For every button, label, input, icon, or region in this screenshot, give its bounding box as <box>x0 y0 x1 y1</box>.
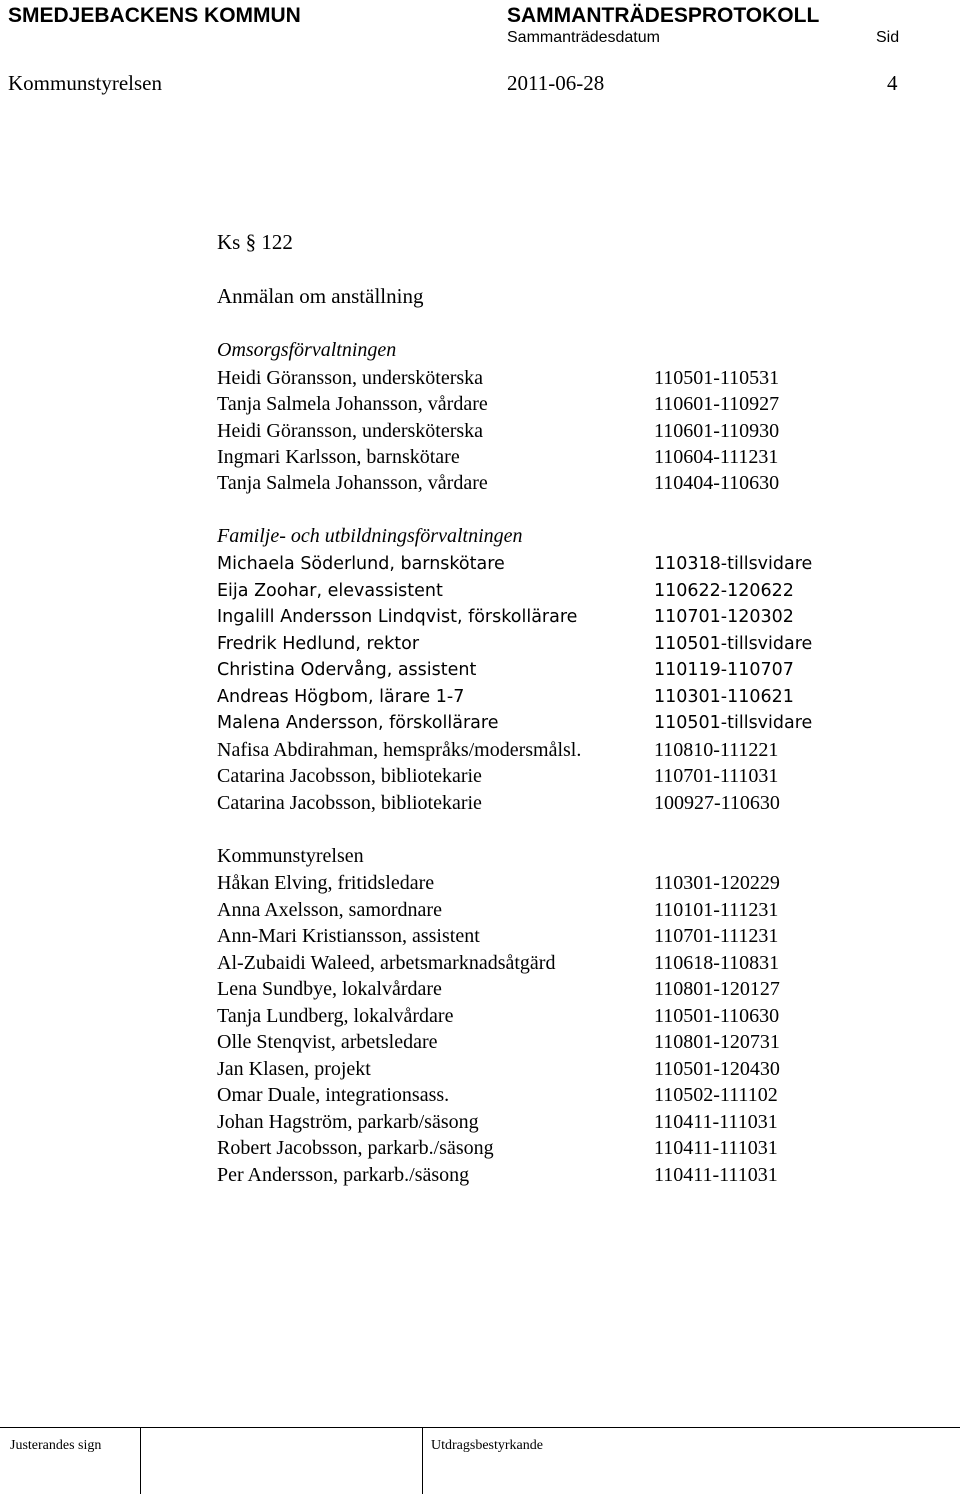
employee-name: Johan Hagström, parkarb/säsong <box>217 1111 479 1133</box>
list-item <box>217 1109 917 1135</box>
employment-period: 110318-tillsvidare <box>654 554 813 574</box>
employment-period: 110501-110531 <box>654 367 780 389</box>
employment-period: 110701-111231 <box>654 925 779 947</box>
employee-name: Olle Stenqvist, arbetsledare <box>217 1031 438 1053</box>
page-number: 4 <box>887 71 898 95</box>
list-item <box>217 1029 917 1055</box>
employee-name: Catarina Jacobsson, bibliotekarie <box>217 792 482 814</box>
employment-period: 110501-tillsvidare <box>654 634 813 654</box>
list-item <box>217 604 917 630</box>
footer-divider-vertical <box>140 1427 141 1494</box>
employee-name: Ingalill Andersson Lindqvist, förskollärare <box>217 607 578 627</box>
list-item <box>217 365 917 391</box>
list-item <box>217 418 917 444</box>
employment-period: 110701-111031 <box>654 765 779 787</box>
employment-period: 110404-110630 <box>654 472 780 494</box>
employment-period: 110501-110630 <box>654 1005 780 1027</box>
employment-period: 110601-110930 <box>654 420 780 442</box>
list-item <box>217 631 917 657</box>
employee-name: Robert Jacobsson, parkarb./säsong <box>217 1137 494 1159</box>
employment-period: 110301-110621 <box>654 687 794 707</box>
employment-period: 110601-110927 <box>654 393 780 415</box>
employment-period: 110502-111102 <box>654 1084 778 1106</box>
employee-name: Malena Andersson, förskollärare <box>217 713 499 733</box>
employment-period: 100927-110630 <box>654 792 780 814</box>
employee-name: Fredrik Hedlund, rektor <box>217 634 420 654</box>
employee-name: Michaela Söderlund, barnskötare <box>217 554 505 574</box>
list-item <box>217 551 917 577</box>
list-item <box>217 897 917 923</box>
employee-name: Per Andersson, parkarb./säsong <box>217 1164 470 1186</box>
extract-label: Utdragsbestyrkande <box>431 1438 543 1453</box>
list-item <box>217 1003 917 1029</box>
employee-name: Omar Duale, integrationsass. <box>217 1084 450 1106</box>
employee-name: Tanja Lundberg, lokalvårdare <box>217 1005 454 1027</box>
employment-period: 110618-110831 <box>654 952 780 974</box>
employee-name: Heidi Göransson, undersköterska <box>217 420 484 442</box>
employment-period: 110501-120430 <box>654 1058 780 1080</box>
employee-name: Tanja Salmela Johansson, vårdare <box>217 393 488 415</box>
page-label: Sid <box>876 29 900 46</box>
list-item <box>217 578 917 604</box>
list-item <box>217 684 917 710</box>
employee-name: Al-Zubaidi Waleed, arbetsmarknadsåtgärd <box>217 952 556 974</box>
employee-name: Heidi Göransson, undersköterska <box>217 367 484 389</box>
page-title: Anmälan om anställning <box>217 284 424 308</box>
organization-name: SMEDJEBACKENS KOMMUN <box>8 4 301 27</box>
section-title: Omsorgsförvaltningen <box>217 339 397 361</box>
employee-name: Andreas Högbom, lärare 1-7 <box>217 687 465 707</box>
paragraph-number: Ks § 122 <box>217 230 293 254</box>
employee-name: Ann-Mari Kristiansson, assistent <box>217 925 480 947</box>
employment-period: 110501-tillsvidare <box>654 713 813 733</box>
list-item <box>217 790 917 816</box>
list-item <box>217 657 917 683</box>
employment-period: 110119-110707 <box>654 660 794 680</box>
employment-period: 110801-120127 <box>654 978 780 1000</box>
employee-name: Christina Odervång, assistent <box>217 660 477 680</box>
signer-label: Justerandes sign <box>10 1438 102 1453</box>
list-item <box>217 923 917 949</box>
body-name: Kommunstyrelsen <box>8 71 162 95</box>
list-item <box>217 1162 917 1188</box>
list-item <box>217 763 917 789</box>
employee-name: Tanja Salmela Johansson, vårdare <box>217 472 488 494</box>
list-item <box>217 870 917 896</box>
employee-name: Lena Sundbye, lokalvårdare <box>217 978 442 1000</box>
footer-divider <box>0 1427 960 1428</box>
employment-period: 110301-120229 <box>654 872 780 894</box>
document-type: SAMMANTRÄDESPROTOKOLL <box>507 4 820 27</box>
employment-period: 110801-120731 <box>654 1031 780 1053</box>
employment-period: 110411-111031 <box>654 1111 778 1133</box>
list-item <box>217 1135 917 1161</box>
employment-period: 110101-111231 <box>654 899 779 921</box>
employee-name: Catarina Jacobsson, bibliotekarie <box>217 765 482 787</box>
employment-period: 110411-111031 <box>654 1137 778 1159</box>
list-item <box>217 710 917 736</box>
employee-name: Håkan Elving, fritidsledare <box>217 872 435 894</box>
employment-period: 110622-120622 <box>654 581 794 601</box>
employment-period: 110810-111221 <box>654 739 779 761</box>
employment-period: 110411-111031 <box>654 1164 778 1186</box>
footer-divider-vertical <box>422 1427 423 1494</box>
date-label: Sammanträdesdatum <box>507 29 660 46</box>
list-item <box>217 444 917 470</box>
list-item <box>217 1056 917 1082</box>
list-item <box>217 950 917 976</box>
employee-name: Jan Klasen, projekt <box>217 1058 371 1080</box>
employment-period: 110604-111231 <box>654 446 779 468</box>
list-item <box>217 976 917 1002</box>
section-title: Kommunstyrelsen <box>217 845 364 867</box>
list-item <box>217 470 917 496</box>
employee-name: Ingmari Karlsson, barnskötare <box>217 446 460 468</box>
list-item <box>217 737 917 763</box>
employment-period: 110701-120302 <box>654 607 794 627</box>
employee-name: Eija Zoohar, elevassistent <box>217 581 443 601</box>
meeting-date: 2011-06-28 <box>507 71 605 95</box>
list-item <box>217 391 917 417</box>
employee-name: Nafisa Abdirahman, hemspråks/modersmålsl. <box>217 739 582 761</box>
employee-name: Anna Axelsson, samordnare <box>217 899 442 921</box>
list-item <box>217 1082 917 1108</box>
section-title: Familje- och utbildningsförvaltningen <box>217 525 523 547</box>
